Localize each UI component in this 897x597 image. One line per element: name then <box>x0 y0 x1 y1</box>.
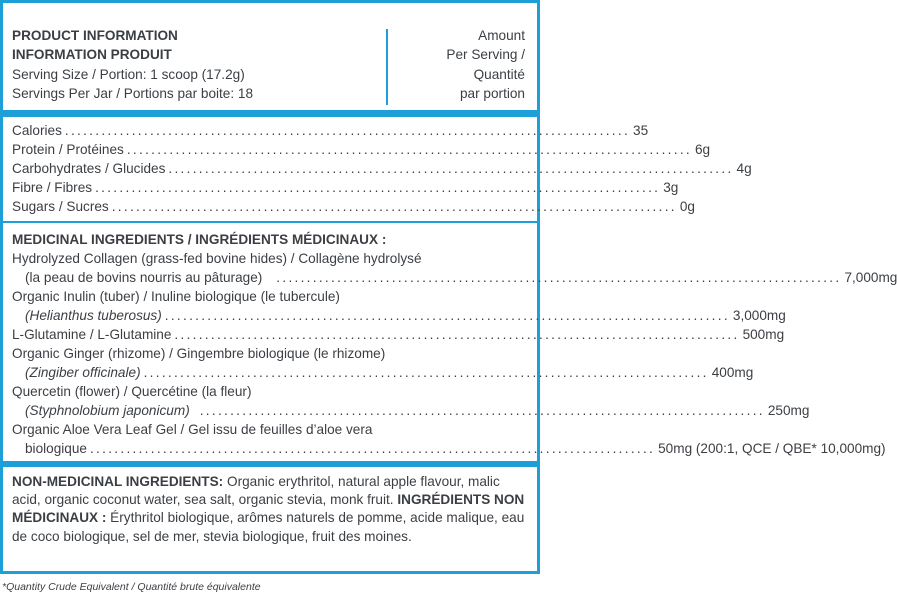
dot-leader: ............................................................................................. <box>164 308 730 323</box>
ginger-line-2: (Zingiber officinale) <box>25 365 141 380</box>
dot-leader: ............................................................................................. <box>143 365 709 380</box>
amount-line-4: par portion <box>460 86 525 101</box>
nutrient-label: Calories <box>12 123 62 138</box>
non-medicinal-paragraph <box>12 473 526 546</box>
non-medicinal-text-fr: Érythritol biologique, arômes naturels de pomme, acide malique, eau de coco biologique, sel de mer, stevia biologique, fruit des moines. <box>12 510 525 544</box>
nutrient-value: 6g <box>694 142 711 157</box>
footnote: *Quantity Crude Equivalent / Quantité brute équivalente <box>2 581 261 593</box>
nutrient-row-calories <box>12 122 649 140</box>
collagen-row <box>25 269 897 287</box>
amount-line-3: Quantité <box>473 67 525 82</box>
nutrient-label: Sugars / Sucres <box>12 199 109 214</box>
dot-leader: ............................................................................................. <box>111 199 677 214</box>
dot-leader: ............................................................................................. <box>276 270 842 285</box>
dot-leader: ............................................................................................. <box>168 161 734 176</box>
collagen-value: 7,000mg <box>844 270 897 285</box>
inulin-line-1: Organic Inulin (tuber) / Inuline biologique (le tubercule) <box>12 289 340 304</box>
inulin-line-2: (Helianthus tuberosus) <box>25 308 162 323</box>
thin-separator <box>3 221 537 223</box>
nutrient-label: Fibre / Fibres <box>12 180 93 195</box>
nutrient-row-carbohydrates <box>12 160 752 178</box>
quercetin-value: 250mg <box>767 403 810 418</box>
collagen-line-1: Hydrolyzed Collagen (grass-fed bovine hides) / Collagène hydrolysé <box>12 251 422 266</box>
aloe-value: 50mg (200:1, QCE / QBE* 10,000mg) <box>658 441 886 456</box>
thick-separator-1 <box>3 110 537 117</box>
non-medicinal-heading-en: NON-MEDICINAL INGREDIENTS: <box>12 474 224 489</box>
dot-leader: ............................................................................................. <box>199 403 765 418</box>
non-medicinal-heading-fr: INGRÉDIENTS NON MÉDICINAUX : <box>12 492 525 526</box>
dot-leader: ............................................................................................. <box>174 327 740 342</box>
ginger-row <box>25 364 754 382</box>
dot-leader: ............................................................................................. <box>64 123 631 138</box>
inulin-row <box>25 307 786 325</box>
aloe-line-1: Organic Aloe Vera Leaf Gel / Gel issu de feuilles d’aloe vera <box>12 422 373 437</box>
title-fr: INFORMATION PRODUIT <box>12 47 172 62</box>
nutrient-value: 35 <box>633 123 649 138</box>
thick-separator-2 <box>3 461 537 467</box>
servings-per-jar: Servings Per Jar / Portions par boite: 18 <box>12 86 254 101</box>
serving-size: Serving Size / Portion: 1 scoop (17.2g) <box>12 67 245 82</box>
header-divider <box>386 29 388 105</box>
dot-leader: ............................................................................................. <box>126 142 692 157</box>
dot-leader: ............................................................................................. <box>89 441 656 456</box>
ginger-value: 400mg <box>711 365 754 380</box>
quercetin-row <box>25 402 810 420</box>
dot-leader: ............................................................................................. <box>95 180 661 195</box>
inulin-value: 3,000mg <box>732 308 786 323</box>
nutrient-value: 4g <box>736 161 752 176</box>
non-medicinal-text-en: Organic erythritol, natural apple flavour, malic acid, organic coconut water, sea salt, organic stevia, monk fruit. <box>12 474 500 508</box>
nutrient-row-protein <box>12 141 711 159</box>
nutrient-value: 0g <box>679 199 695 214</box>
ginger-line-1: Organic Ginger (rhizome) / Gingembre biologique (le rhizome) <box>12 346 386 361</box>
nutrient-label: Protein / Protéines <box>12 142 124 157</box>
aloe-row <box>25 440 886 458</box>
glutamine-value: 500mg <box>742 327 785 342</box>
quercetin-line-1: Quercetin (flower) / Quercétine (la fleur) <box>12 384 252 399</box>
nutrient-label: Carbohydrates / Glucides <box>12 161 166 176</box>
nutrient-value: 3g <box>663 180 679 195</box>
aloe-line-2: biologique <box>25 441 87 456</box>
collagen-line-2: (la peau de bovins nourris au pâturage) <box>25 270 263 285</box>
nutrient-row-fibre <box>12 179 679 197</box>
amount-line-1: Amount <box>478 28 525 43</box>
quercetin-line-2: (Styphnolobium japonicum) <box>25 403 190 418</box>
title-en: PRODUCT INFORMATION <box>12 28 178 43</box>
glutamine-row <box>12 326 785 344</box>
amount-line-2: Per Serving / <box>446 47 525 62</box>
nutrient-row-sugars <box>12 198 695 216</box>
glutamine-line: L-Glutamine / L-Glutamine <box>12 327 172 342</box>
medicinal-heading: MEDICINAL INGREDIENTS / INGRÉDIENTS MÉDICINAUX : <box>12 232 387 247</box>
